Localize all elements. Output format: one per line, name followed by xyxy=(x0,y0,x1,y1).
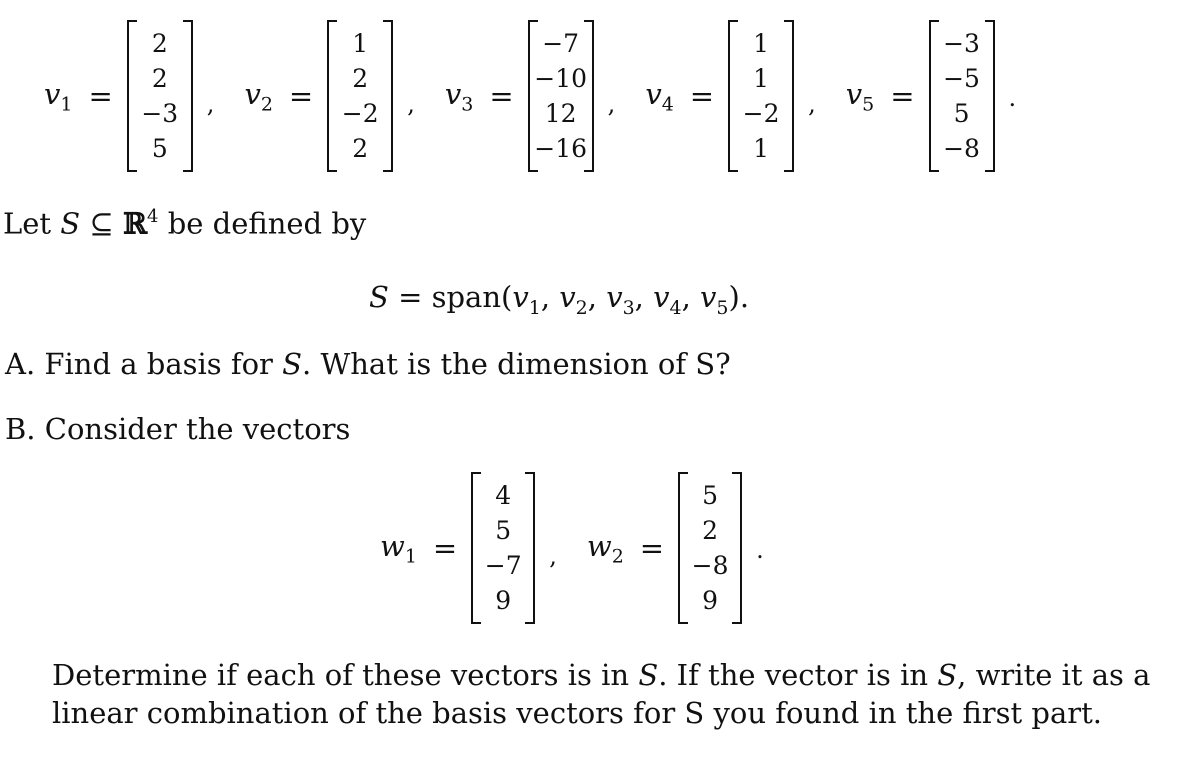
part-a xyxy=(5,347,731,381)
comma: , xyxy=(808,90,816,118)
part-a-label: A. xyxy=(5,347,45,381)
v-matrix-1 xyxy=(127,22,193,170)
part-b xyxy=(5,412,350,446)
part-a-text1: Find a basis for xyxy=(44,347,283,381)
comma: , xyxy=(549,542,557,570)
equals-sign: = xyxy=(489,79,514,113)
v-4-entry-2: 1 xyxy=(753,64,770,93)
determine-text-line2: linear combination of the basis vectors for S you found in the first part. xyxy=(52,696,1103,730)
v-5-entry-3: 5 xyxy=(953,99,970,128)
v-2-entry-2: 2 xyxy=(352,64,369,93)
w-1-entry-4: 9 xyxy=(495,586,512,615)
span-arg-2: $v_2$ xyxy=(559,280,588,319)
w-1-entry-3: −7 xyxy=(484,551,522,580)
period: . xyxy=(756,536,764,564)
v-4-entry-3: −2 xyxy=(742,99,780,128)
comma: , xyxy=(407,90,415,118)
v-label-2: $v_2$ xyxy=(244,76,273,116)
v-label-3: $v_3$ xyxy=(444,76,474,116)
v-matrix-3 xyxy=(528,22,594,170)
w-vector-2 xyxy=(587,474,764,622)
v-1-entry-2: 2 xyxy=(151,64,168,93)
v-vector-5 xyxy=(846,22,1016,170)
determine-text-b: . If the vector is in xyxy=(658,658,938,692)
determine-line2 xyxy=(52,696,1102,730)
period: . xyxy=(1008,84,1017,112)
w-label-2: $w_2$ xyxy=(586,528,624,568)
equals-sign: = xyxy=(288,79,314,113)
v-4-entry-4: 1 xyxy=(753,134,770,163)
span-equation xyxy=(369,280,749,319)
determine-S1: S xyxy=(638,658,659,692)
w-2-entry-2: 2 xyxy=(702,516,719,545)
v-1-entry-1: 2 xyxy=(151,29,168,58)
v-3-entry-1: −7 xyxy=(542,29,580,58)
determine-S2: S xyxy=(937,658,958,692)
determine-line1 xyxy=(52,658,1150,692)
v-1-entry-3: −3 xyxy=(141,99,179,128)
w-matrix-1 xyxy=(471,474,535,622)
w-2-entry-3: −8 xyxy=(691,551,729,580)
w-2-entry-4: 9 xyxy=(702,586,719,615)
v-5-entry-4: −8 xyxy=(943,134,980,163)
v-vector-2 xyxy=(244,22,414,170)
set-S: S xyxy=(60,206,81,241)
v-3-entry-4: −16 xyxy=(534,134,588,163)
equals-sign: = xyxy=(689,79,715,113)
v-vector-1 xyxy=(44,22,214,170)
determine-text-a: Determine if each of these vectors is in xyxy=(52,658,639,692)
v-vectors-row xyxy=(44,22,1016,170)
w-1-entry-1: 4 xyxy=(495,481,512,510)
equals-sign: = xyxy=(639,531,665,565)
v-4-entry-1: 1 xyxy=(753,29,770,58)
comma: , xyxy=(607,90,616,118)
span-args: $v_1$, $v_2$, $v_3$, $v_4$, $v_5$ xyxy=(512,280,729,319)
v-2-entry-1: 1 xyxy=(352,29,369,58)
part-a-text2: . What is the dimension of S? xyxy=(302,347,731,381)
v-matrix-5 xyxy=(929,22,995,170)
v-5-entry-2: −5 xyxy=(943,64,980,93)
w-vector-1 xyxy=(380,474,557,622)
w-label-1: $w_1$ xyxy=(380,528,417,568)
span-open: = span( xyxy=(388,280,513,314)
v-vector-3 xyxy=(445,22,615,170)
v-matrix-2 xyxy=(327,22,393,170)
span-close: ). xyxy=(728,280,750,314)
w-vectors-row xyxy=(380,474,764,622)
v-2-entry-4: 2 xyxy=(352,134,369,163)
exponent: 4 xyxy=(147,206,159,227)
equals-sign: = xyxy=(88,79,113,113)
w-matrix-2 xyxy=(678,474,742,622)
v-matrix-4 xyxy=(728,22,794,170)
span-arg-5: $v_5$ xyxy=(700,280,729,319)
equals-sign: = xyxy=(890,79,915,113)
v-vector-4 xyxy=(645,22,815,170)
v-1-entry-4: 5 xyxy=(151,134,168,163)
part-b-label: B. xyxy=(5,412,45,446)
let-suffix: be defined by xyxy=(158,206,367,241)
v-3-entry-3: 12 xyxy=(544,99,577,128)
let-prefix: Let xyxy=(3,206,61,241)
subset-symbol: ⊆ xyxy=(80,206,123,241)
v-3-entry-2: −10 xyxy=(534,64,588,93)
v-5-entry-1: −3 xyxy=(943,29,980,58)
part-a-S: S xyxy=(282,347,303,381)
comma: , xyxy=(206,90,215,118)
v-2-entry-3: −2 xyxy=(341,99,379,128)
determine-text-c: , write it as a xyxy=(957,658,1151,692)
span-S: S xyxy=(369,280,389,314)
v-label-4: $v_4$ xyxy=(645,76,674,116)
part-b-text: Consider the vectors xyxy=(44,412,351,446)
span-arg-1: $v_1$ xyxy=(512,280,541,319)
v-label-5: $v_5$ xyxy=(845,76,875,116)
span-arg-4: $v_4$ xyxy=(653,280,682,319)
let-line xyxy=(3,206,366,241)
span-arg-3: $v_3$ xyxy=(606,280,635,319)
v-label-1: $v_1$ xyxy=(44,76,73,116)
equals-sign: = xyxy=(432,531,458,565)
w-2-entry-1: 5 xyxy=(702,481,719,510)
real-numbers-symbol: ℝ xyxy=(122,206,148,241)
w-1-entry-2: 5 xyxy=(495,516,512,545)
